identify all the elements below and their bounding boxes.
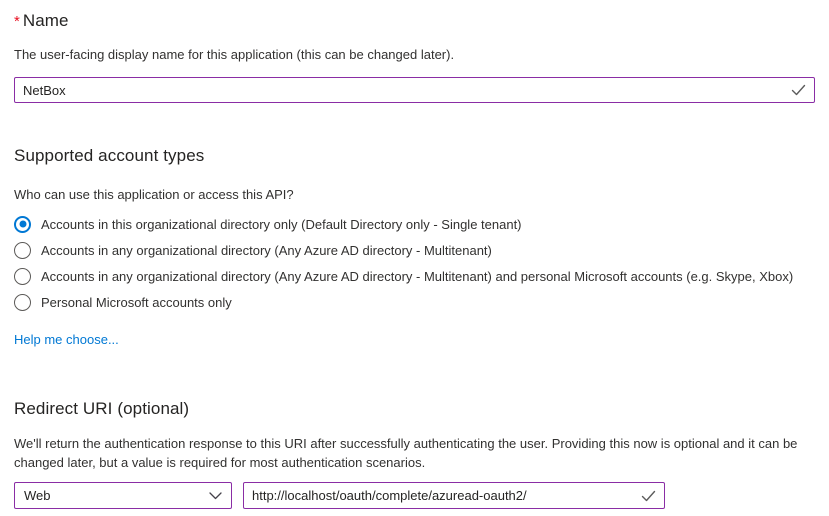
radio-button-icon[interactable] [14,242,31,259]
chevron-down-icon [209,492,222,500]
app-registration-form [0,11,829,509]
account-type-option-label: Personal Microsoft accounts only [41,294,232,310]
name-input[interactable] [14,77,815,103]
supported-account-types-section [14,146,815,349]
name-section-title: Name [22,11,69,30]
redirect-uri-input-wrap [243,482,665,509]
help-me-choose-link[interactable]: Help me choose... [14,332,119,347]
radio-button-icon[interactable] [14,268,31,285]
radio-button-icon[interactable] [14,294,31,311]
redirect-uri-title: Redirect URI (optional) [14,399,190,418]
supported-account-types-title: Supported account types [14,146,205,165]
account-types-question: Who can use this application or access this API? [14,187,294,202]
redirect-uri-section [14,399,815,509]
account-type-option-personal-only[interactable] [14,289,815,315]
platform-select-value: Web [24,488,51,503]
account-type-option-multitenant[interactable] [14,237,815,263]
redirect-uri-input[interactable] [243,482,665,509]
account-type-option-label: Accounts in any organizational directory (Any Azure AD directory - Multitenant) and personal Microsoft accounts (e.g. Skype, Xbox) [41,268,794,284]
radio-button-icon[interactable] [14,216,31,233]
name-description: The user-facing display name for this application (this can be changed later). [14,47,455,62]
account-type-option-single-tenant[interactable] [14,211,815,237]
account-type-option-label: Accounts in any organizational directory (Any Azure AD directory - Multitenant) [41,242,492,258]
name-section-title-row [14,11,815,31]
required-asterisk: * [14,13,20,30]
name-input-wrap [14,77,815,103]
redirect-uri-description: We'll return the authentication response to this URI after successfully authenticating the user. Providing this now is optional and it can be changed later, but a value is required for most authentication scenarios. [14,436,798,470]
account-type-option-multitenant-personal[interactable] [14,263,815,289]
account-type-radio-group [14,211,815,315]
name-section [14,11,815,103]
redirect-uri-row [14,482,815,509]
platform-select[interactable] [14,482,232,509]
account-type-option-label: Accounts in this organizational directory only (Default Directory only - Single tenant) [41,216,522,232]
